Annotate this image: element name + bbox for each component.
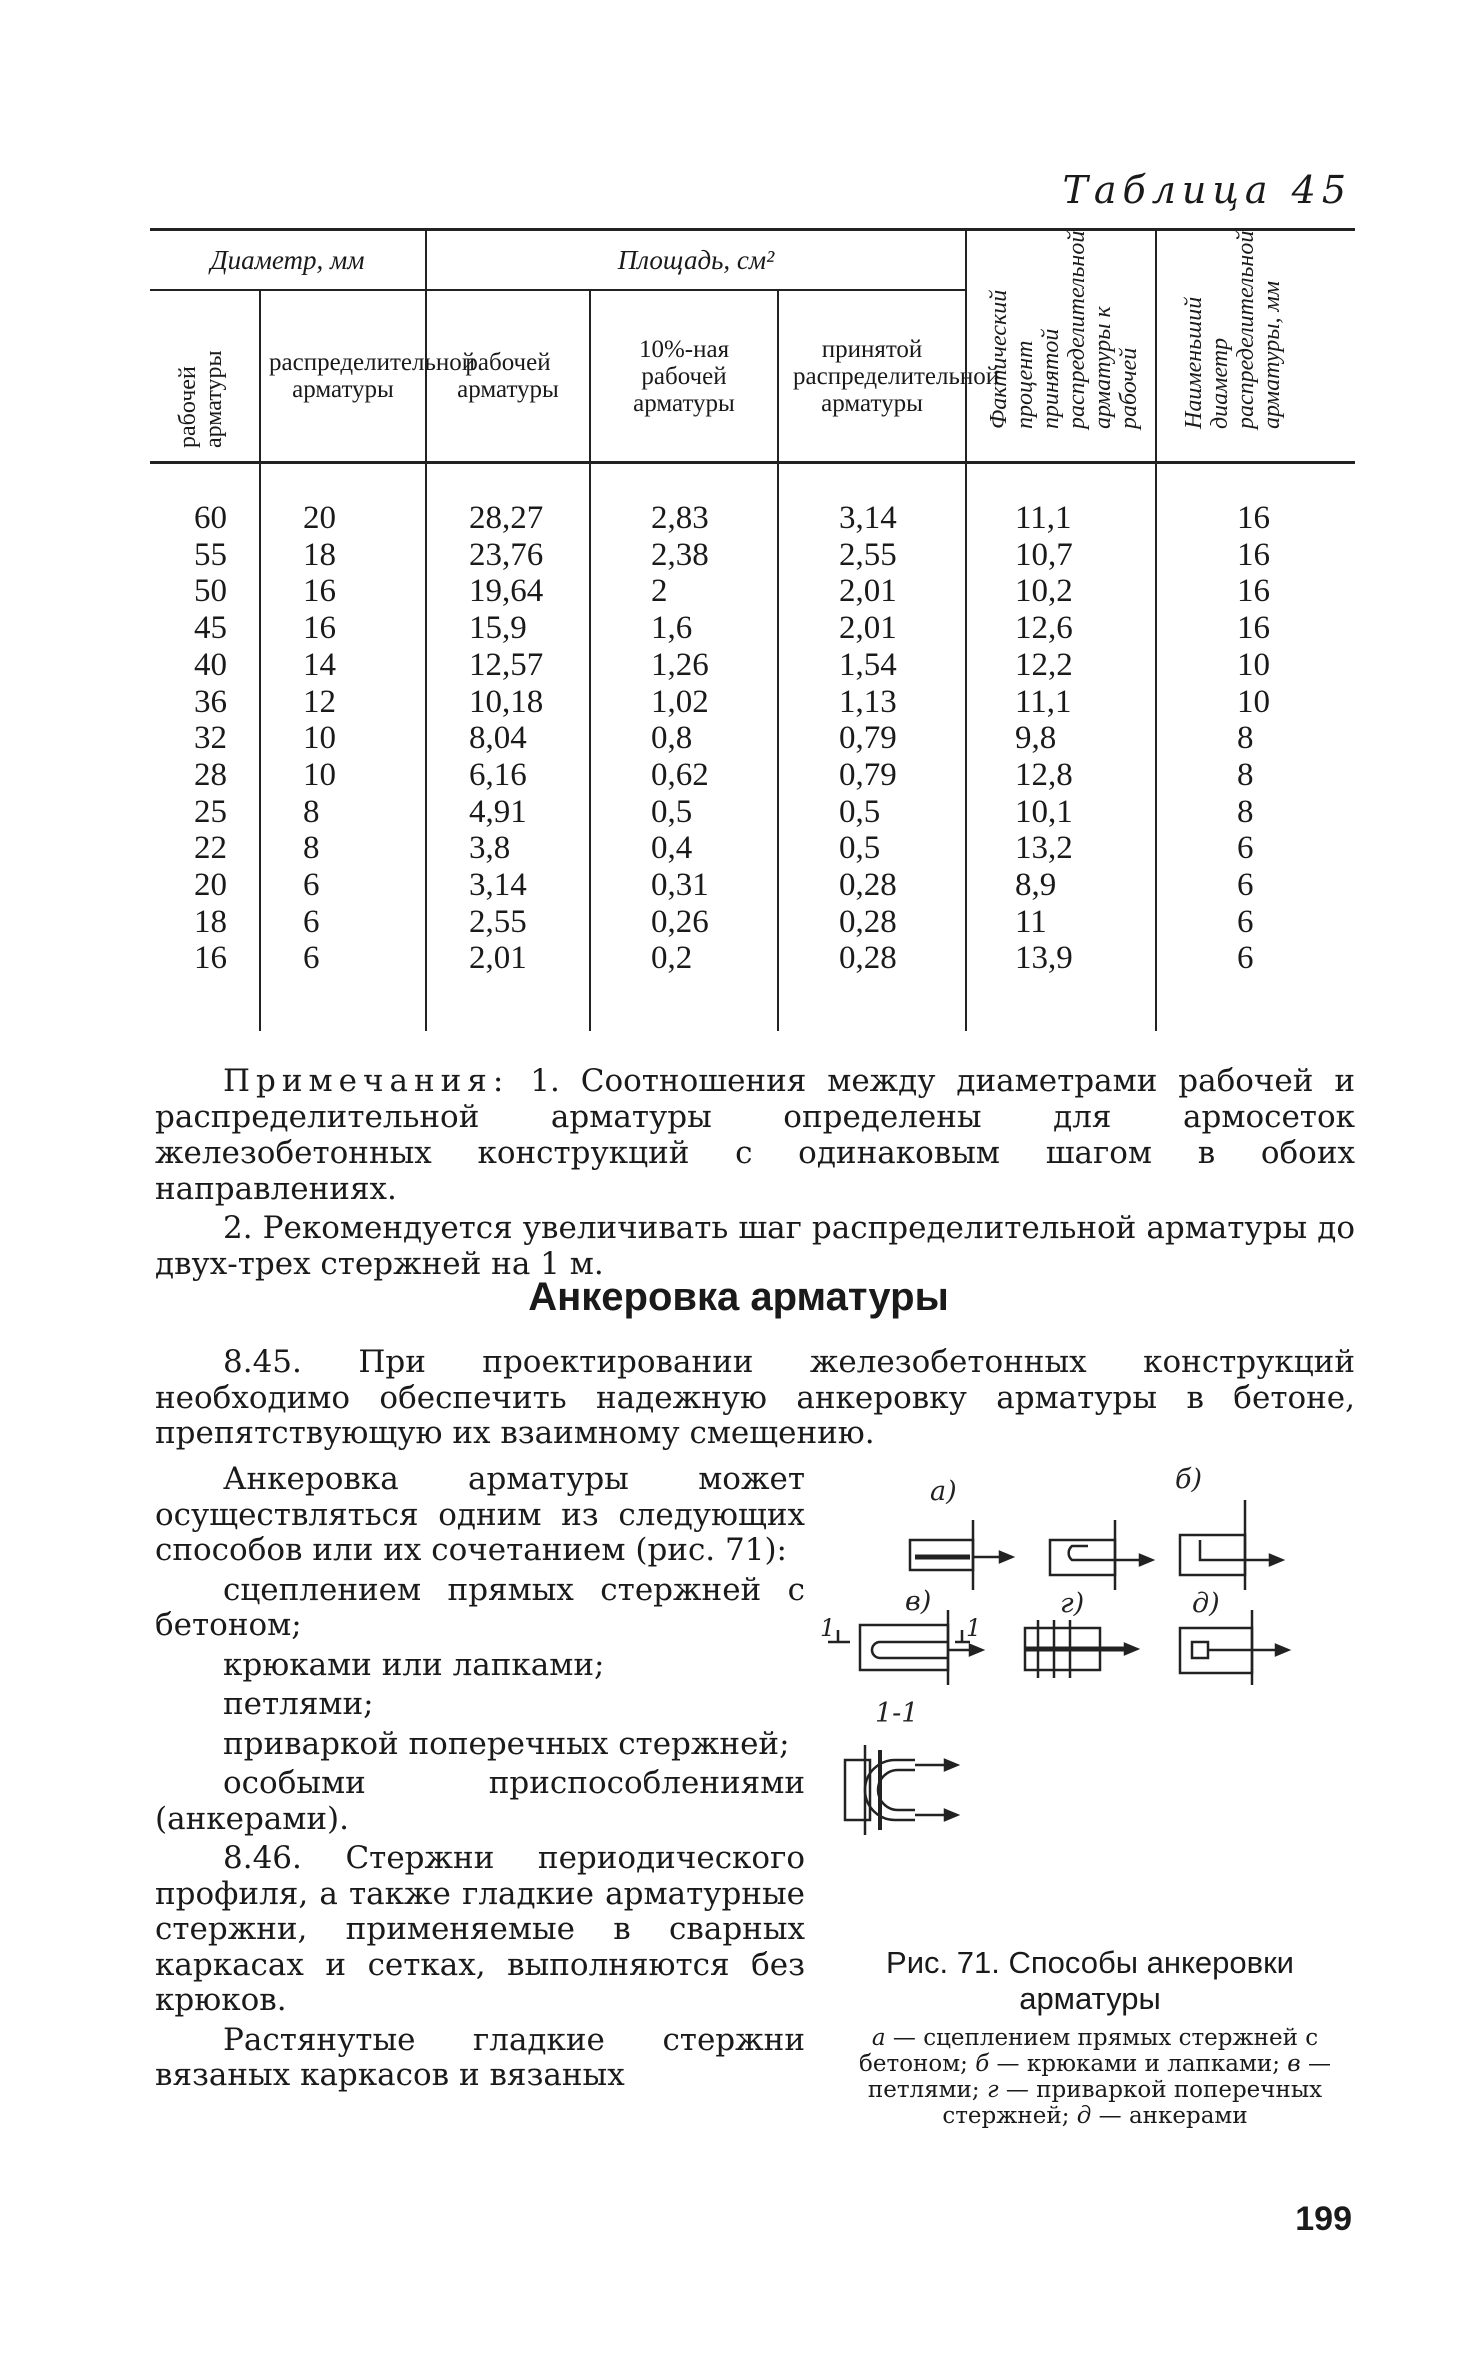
table-cell: 2,01	[469, 940, 527, 977]
table-cell: 36	[194, 683, 227, 720]
table-cell: 2,38	[651, 536, 709, 573]
table-cell: 1,02	[651, 683, 709, 720]
table-cell: 6,16	[469, 756, 527, 793]
table-cell: 12,6	[1015, 610, 1073, 647]
table-cell: 1,6	[651, 610, 693, 647]
table-cell: 16	[194, 940, 227, 977]
table-cell: 40	[194, 646, 227, 683]
table-cell: 13,2	[1015, 830, 1073, 867]
table-notes	[155, 1063, 1355, 1282]
table-cell: 0,5	[839, 830, 881, 867]
table-cell: 6	[1237, 940, 1254, 977]
fig-label-g: г)	[1060, 1588, 1085, 1619]
table-cell: 8	[303, 830, 320, 867]
table-cell: 0,28	[839, 867, 897, 904]
left-paragraph: Анкеровка арматуры может осуществляться одним из следующих способов или их сочетанием (рис. 71):	[155, 1461, 805, 1568]
table-cell: 12,57	[469, 646, 544, 683]
table-cell: 10,7	[1015, 536, 1073, 573]
group-header-diameter: Диаметр, мм	[150, 230, 426, 291]
column-d-dist	[303, 500, 424, 977]
table-cell: 14	[303, 646, 336, 683]
table-cell: 2,55	[839, 536, 897, 573]
table-cell: 16	[1237, 610, 1271, 647]
fig-label-d: д)	[1192, 1588, 1220, 1619]
table-caption: Таблица 45	[1062, 168, 1352, 212]
page-number: 199	[1295, 2200, 1352, 2238]
header-percent	[966, 230, 1156, 463]
left-paragraph: приваркой поперечных стержней;	[223, 1725, 790, 1762]
figure-legend	[845, 2025, 1345, 2129]
fig-label-b: б)	[1175, 1464, 1203, 1495]
table-cell: 12	[303, 683, 336, 720]
fig-b-paw	[1180, 1500, 1282, 1590]
left-paragraph: петлями;	[223, 1686, 374, 1722]
legend-letter: б	[975, 2051, 990, 2077]
table-cell: 1,13	[839, 683, 897, 720]
table-cell: 18	[194, 903, 227, 940]
table-cell: 0,8	[651, 720, 693, 757]
legend-text: — петлями;	[867, 2051, 1331, 2103]
table-cell: 11,1	[1015, 683, 1072, 720]
table-cell: 15,9	[469, 610, 527, 647]
table-cell: 0,5	[651, 793, 693, 830]
table-cell: 6	[303, 940, 320, 977]
left-paragraph: 8.46. Стержни периодического профиля, а также гладкие арматурные стержни, применяемые в сварных каркасах и сетках, выполняются без крюков.	[155, 1840, 805, 2018]
table-cell: 0,26	[651, 903, 709, 940]
table-cell: 2,55	[469, 903, 527, 940]
fig-label-v: в)	[905, 1586, 932, 1617]
legend-letter: в	[1287, 2051, 1301, 2077]
table-cell: 6	[303, 903, 320, 940]
fig-g-welded-crossbars	[1025, 1620, 1137, 1678]
notes-label: Примечания:	[223, 1063, 510, 1099]
table-cell: 8	[1237, 793, 1254, 830]
header-a-work: рабочей арматуры	[426, 290, 590, 463]
legend-text: — сцеплением прямых стержней с бетоном;	[859, 2025, 1319, 2077]
table-cell: 6	[1237, 867, 1254, 904]
table-cell: 16	[1237, 500, 1271, 536]
table-cell: 32	[194, 720, 227, 757]
reinforcement-table	[150, 228, 1355, 1031]
fig-section-1-1	[845, 1745, 957, 1835]
table-cell: 8,9	[1015, 867, 1057, 904]
column-a-10	[651, 500, 776, 977]
table-cell: 10	[1237, 646, 1271, 683]
header-min-diameter-text: Наименьший диаметр распределительной арматуры, мм	[1181, 230, 1286, 429]
table-cell: 8	[1237, 720, 1254, 757]
table-cell: 1,26	[651, 646, 709, 683]
fig-label-a: а)	[930, 1476, 957, 1507]
table-cell: 22	[194, 830, 227, 867]
fig-b-hook	[1050, 1520, 1152, 1590]
note-1	[155, 1063, 1355, 1207]
table-cell: 28	[194, 756, 227, 793]
fig-v-loop	[828, 1610, 982, 1685]
table-cell: 10	[1237, 683, 1271, 720]
header-d-work-text: рабочей арматуры	[174, 350, 227, 448]
table-cell: 0,4	[651, 830, 693, 867]
table-cell: 2	[651, 573, 668, 610]
table-cell: 25	[194, 793, 227, 830]
table-cell: 10,2	[1015, 573, 1073, 610]
table-cell: 4,91	[469, 793, 527, 830]
table-cell: 3,8	[469, 830, 511, 867]
table-cell: 10	[303, 720, 336, 757]
table-cell: 2,83	[651, 500, 709, 536]
table-cell: 6	[1237, 830, 1254, 867]
header-d-work	[150, 290, 260, 463]
table-cell: 8,04	[469, 720, 527, 757]
legend-letter: д	[1076, 2103, 1092, 2129]
fig-label-section: 1-1	[875, 1698, 919, 1729]
table-cell: 3,14	[839, 500, 897, 536]
column-percent	[1015, 500, 1154, 977]
paragraph-8-45: 8.45. При проектировании железобетонных конструкций необходимо обеспечить надежную анкеровку арматуры в бетоне, препятствующую их взаимному смещению.	[155, 1344, 1355, 1451]
table-cell: 0,28	[839, 903, 897, 940]
left-paragraph: сцеплением прямых стержней с бетоном;	[155, 1571, 805, 1643]
left-paragraph: крюками или лапками;	[223, 1646, 605, 1683]
table-cell: 12,8	[1015, 756, 1073, 793]
table-cell: 1,54	[839, 646, 897, 683]
table-cell: 23,76	[469, 536, 544, 573]
legend-text: — приваркой поперечных стержней;	[942, 2077, 1323, 2129]
figure-caption: Рис. 71. Способы анкеровки арматуры	[886, 1945, 1294, 2016]
table-cell: 0,31	[651, 867, 709, 904]
table-cell: 16	[303, 610, 336, 647]
table-cell: 10,18	[469, 683, 544, 720]
table-cell: 2,01	[839, 610, 897, 647]
column-d-work	[194, 500, 258, 977]
left-column-text	[155, 1462, 805, 2098]
header-percent-text: Фактический процент принятой распределительной арматуры к рабочей	[986, 230, 1143, 429]
table-cell: 50	[194, 573, 227, 610]
table-cell: 8	[1237, 756, 1254, 793]
legend-text: — крюками и лапками;	[989, 2051, 1288, 2077]
column-a-work	[469, 500, 588, 977]
header-d-dist: распределительной арматуры	[260, 290, 426, 463]
table-cell: 8	[303, 793, 320, 830]
fig-section-mark-2: 1	[966, 1614, 982, 1642]
column-min-diameter	[1237, 500, 1354, 977]
table-cell: 11	[1015, 903, 1047, 940]
legend-letter: г	[986, 2077, 999, 2103]
table-cell: 11,1	[1015, 500, 1072, 536]
table-cell: 2,01	[839, 573, 897, 610]
table-cell: 13,9	[1015, 940, 1073, 977]
table-cell: 0,79	[839, 720, 897, 757]
table-cell: 45	[194, 610, 227, 647]
table-cell: 6	[1237, 903, 1254, 940]
table-cell: 0,5	[839, 793, 881, 830]
group-header-area: Площадь, см²	[426, 230, 966, 291]
table-cell: 9,8	[1015, 720, 1057, 757]
section-heading: Анкеровка арматуры	[528, 1275, 949, 1319]
table-cell: 18	[303, 536, 336, 573]
table-cell: 0,79	[839, 756, 897, 793]
table-cell: 55	[194, 536, 227, 573]
table-cell: 0,2	[651, 940, 693, 977]
note-1-text: 1. Соотношения между диаметрами рабочей и распределительной арматуры определены для армосеток железобетонных конструкций с одинаковым шагом в обоих направлениях.	[155, 1063, 1355, 1207]
fig-d-anchor	[1180, 1610, 1288, 1685]
fig-section-mark-1: 1	[820, 1614, 836, 1642]
header-a-10: 10%-ная рабочей арматуры	[590, 290, 778, 463]
table-cell: 20	[303, 500, 336, 536]
column-a-accepted	[839, 500, 964, 977]
note-2: 2. Рекомендуется увеличивать шаг распределительной арматуры до двух-трех стержней на 1 м.	[155, 1210, 1355, 1282]
left-paragraph: особыми приспособлениями (анкерами).	[155, 1765, 805, 1837]
header-min-diameter	[1156, 230, 1355, 463]
table-cell: 10,1	[1015, 793, 1073, 830]
table-cell: 12,2	[1015, 646, 1073, 683]
table-cell: 28,27	[469, 500, 544, 536]
left-paragraph: Растянутые гладкие стержни вязаных каркасов и вязаных	[155, 2021, 805, 2093]
table-cell: 3,14	[469, 867, 527, 904]
anchorage-figure	[820, 1460, 1360, 1940]
table-cell: 20	[194, 867, 227, 904]
fig-a-straight-bar	[910, 1520, 1012, 1590]
table-cell: 16	[1237, 573, 1271, 610]
table-cell: 60	[194, 500, 227, 536]
table-cell: 10	[303, 756, 336, 793]
table-cell: 0,62	[651, 756, 709, 793]
table-cell: 6	[303, 867, 320, 904]
table-cell: 0,28	[839, 940, 897, 977]
legend-letter: а	[871, 2025, 886, 2051]
table-cell: 19,64	[469, 573, 544, 610]
table-cell: 16	[1237, 536, 1271, 573]
header-a-accepted: принятой распределительной арматуры	[778, 290, 966, 463]
legend-text: — анкерами	[1091, 2103, 1248, 2129]
table-cell: 16	[303, 573, 336, 610]
